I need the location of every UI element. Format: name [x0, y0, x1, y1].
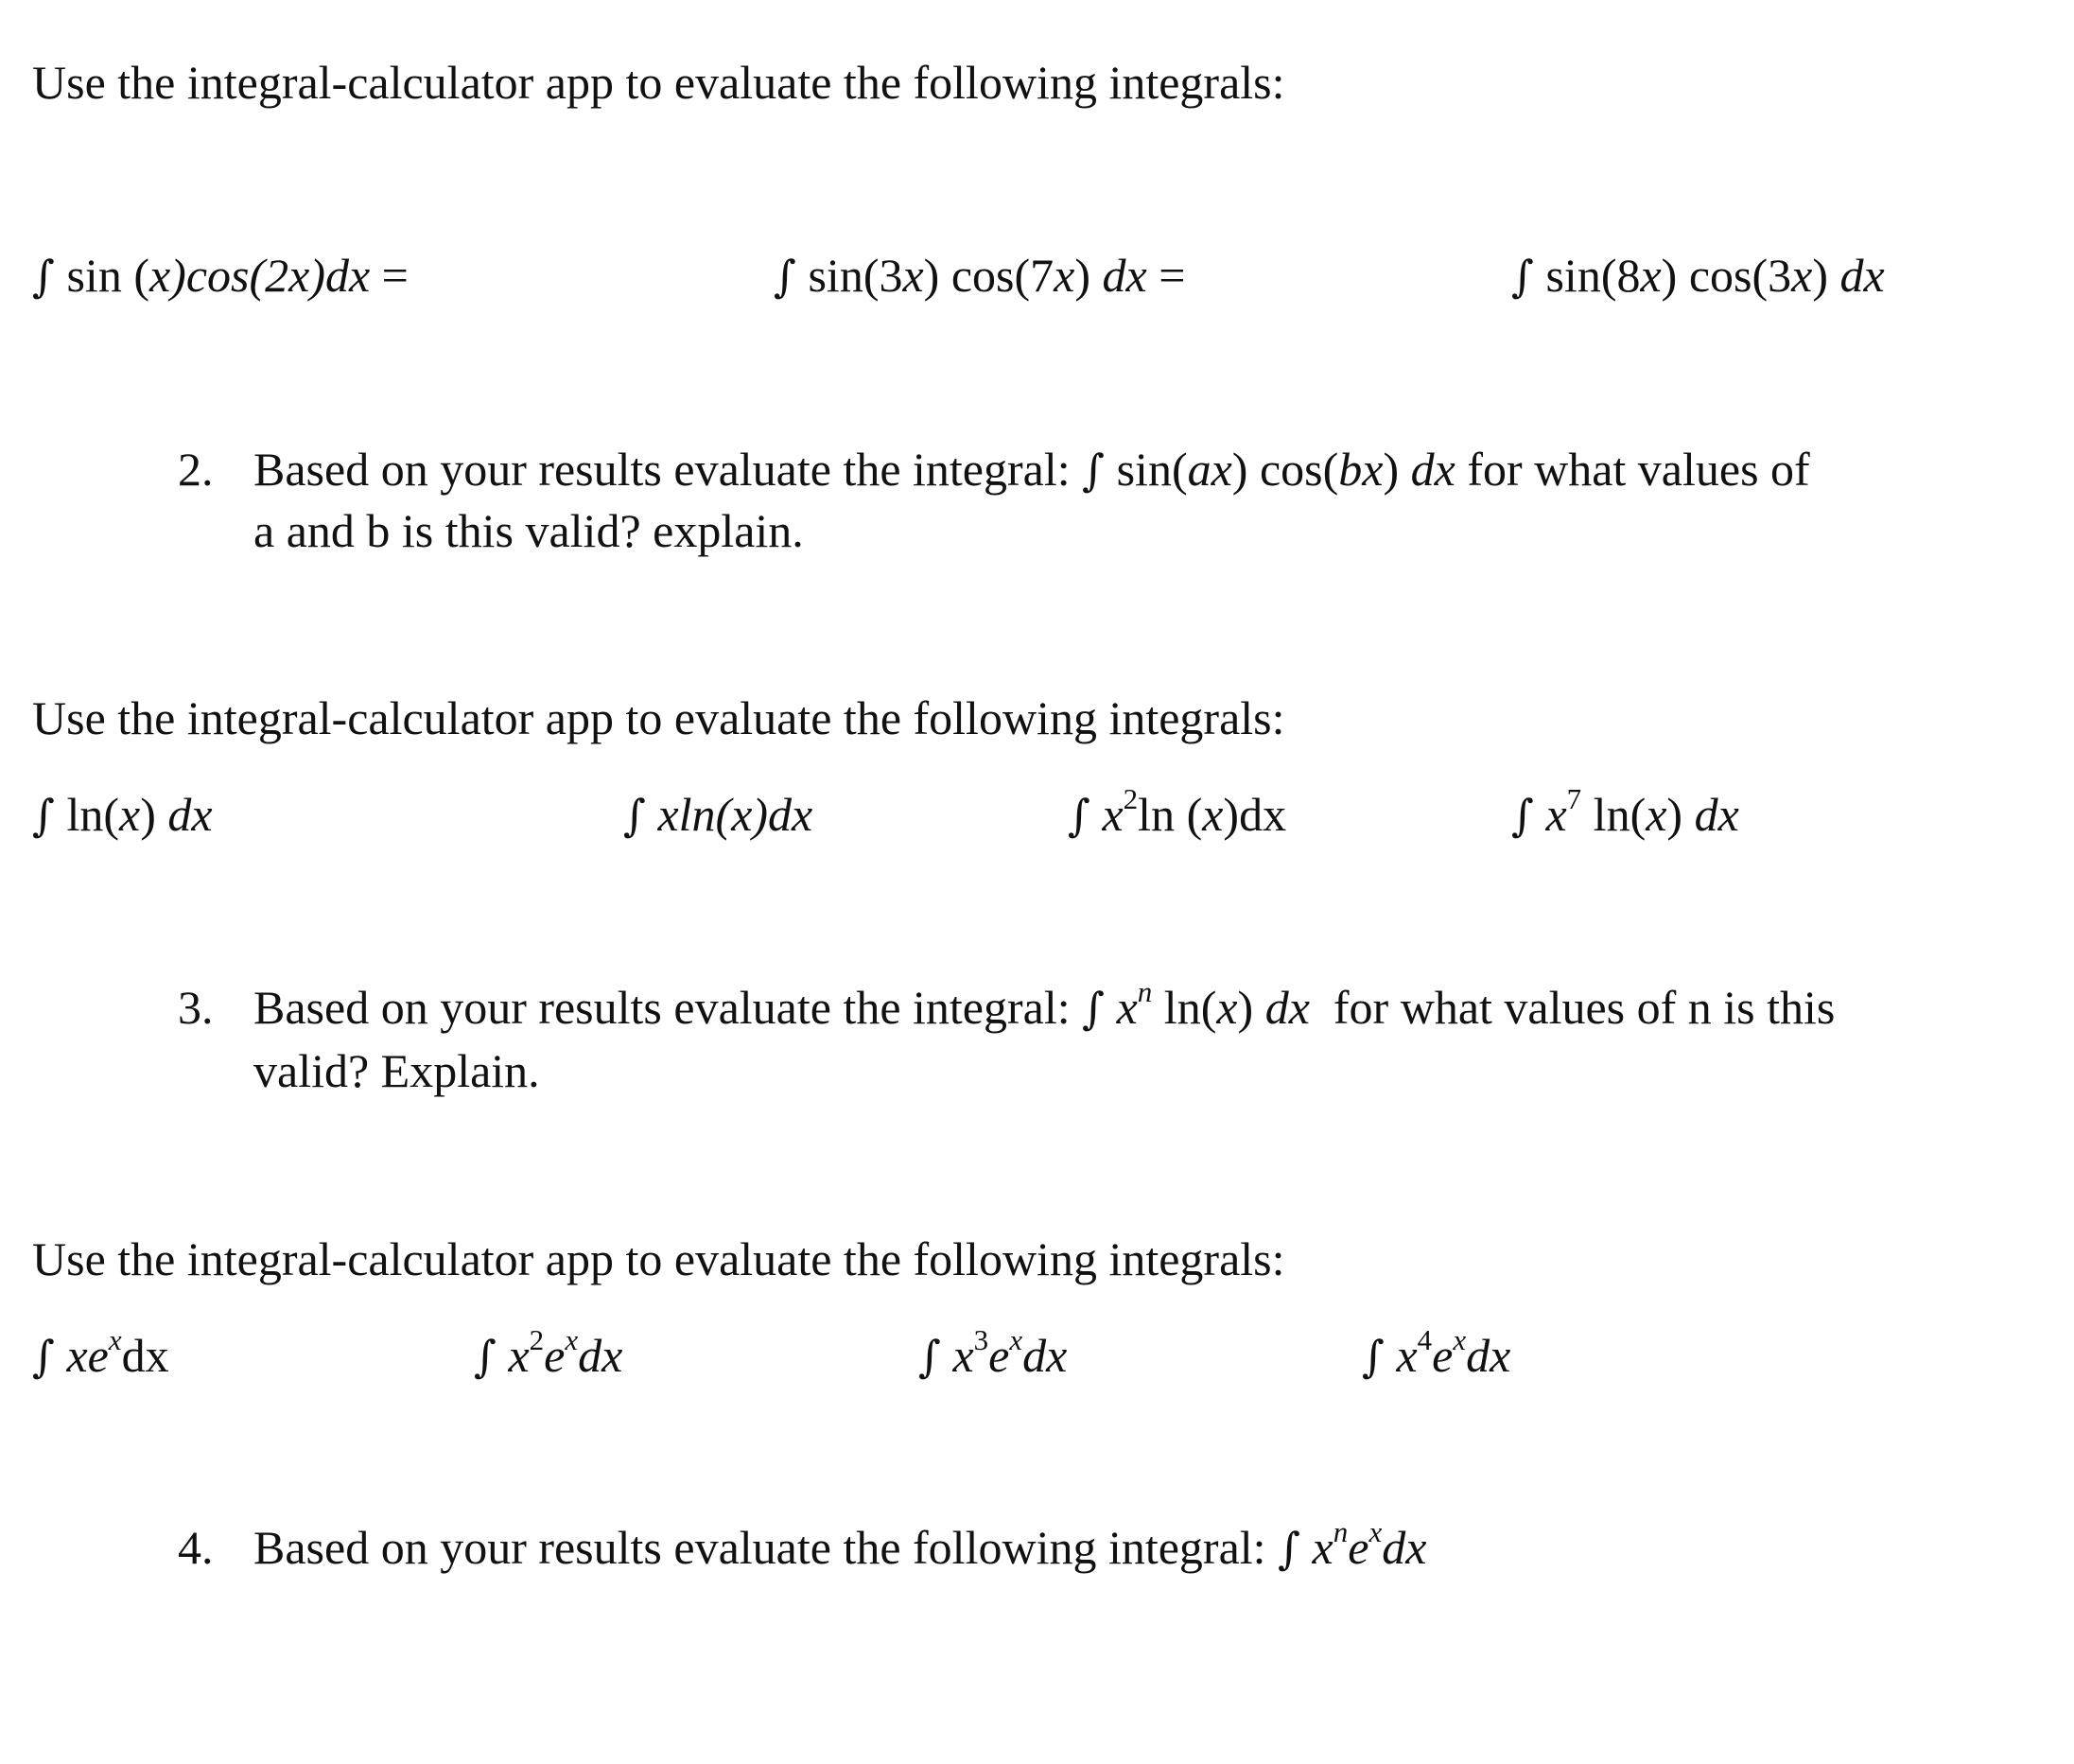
integral-x-ln-x: ∫ xln(x)dx	[623, 788, 813, 841]
integral-x-ex: ∫ $xe^xdx$	[32, 1322, 169, 1382]
integral-x4-ex: ∫ $x^4e^xdx$	[1362, 1322, 1511, 1382]
integral-sign-icon: ∫	[1278, 1523, 1301, 1574]
question-3-line-2: valid? Explain.	[253, 1044, 540, 1097]
question-3-line-1: 3. Based on your results evaluate the integral: ∫ $x^n$ ln(x) dx for what values of n is this	[178, 974, 1836, 1034]
integral-sign-icon: ∫	[32, 251, 55, 302]
integral-x2-ln-x: ∫ $x^2\ln$ (x)dx	[1068, 781, 1287, 841]
integral-x3-ex: ∫ $x^3e^xdx$	[918, 1322, 1068, 1382]
integral-sign-icon: ∫	[1082, 983, 1106, 1034]
integral-sign-icon: ∫	[1362, 1331, 1385, 1382]
question-number: 3.	[178, 981, 214, 1034]
integral-sign-icon: ∫	[774, 251, 796, 302]
integral-sin-x-cos-2x: ∫ sin (x)cos(2x)dx =	[32, 249, 409, 302]
integral-sign-icon: ∫	[1511, 790, 1534, 841]
question-4-line-1: 4. Based on your results evaluate the following integral: ∫ $x^ne^xdx$	[178, 1514, 1427, 1574]
question-2-line-2: a and b is this valid? explain.	[253, 504, 804, 557]
question-2-line-1: 2. Based on your results evaluate the integral: ∫ sin(ax) cos(bx) dx for what values of	[178, 443, 1810, 496]
instruction-2: Use the integral-calculator app to evaluate the following integrals:	[32, 691, 1285, 744]
integral-sign-icon: ∫	[474, 1331, 497, 1382]
integral-sin-8x-cos-3x: ∫ sin(8x) cos(3x) dx	[1511, 249, 1885, 302]
integral-sign-icon: ∫	[623, 790, 646, 841]
integral-sign-icon: ∫	[1068, 790, 1090, 841]
integral-ln-x: ∫ ln(x) dx	[32, 788, 213, 841]
integral-sin-3x-cos-7x: ∫ sin(3x) cos(7x) dx =	[774, 249, 1186, 302]
instruction-1: Use the integral-calculator app to evaluate the following integrals:	[32, 56, 1285, 109]
integral-x7-ln-x: ∫ $x^7$ ln(x) dx	[1511, 781, 1739, 841]
question-number: 2.	[178, 443, 214, 496]
integral-sign-icon: ∫	[1082, 445, 1106, 496]
integral-sign-icon: ∫	[32, 790, 55, 841]
instruction-3: Use the integral-calculator app to evaluate the following integrals:	[32, 1232, 1285, 1285]
question-number: 4.	[178, 1521, 214, 1574]
integral-sign-icon: ∫	[1511, 251, 1534, 302]
integral-sign-icon: ∫	[918, 1331, 941, 1382]
integral-sign-icon: ∫	[32, 1331, 55, 1382]
integral-x2-ex: ∫ $x^2e^xdx$	[474, 1322, 623, 1382]
